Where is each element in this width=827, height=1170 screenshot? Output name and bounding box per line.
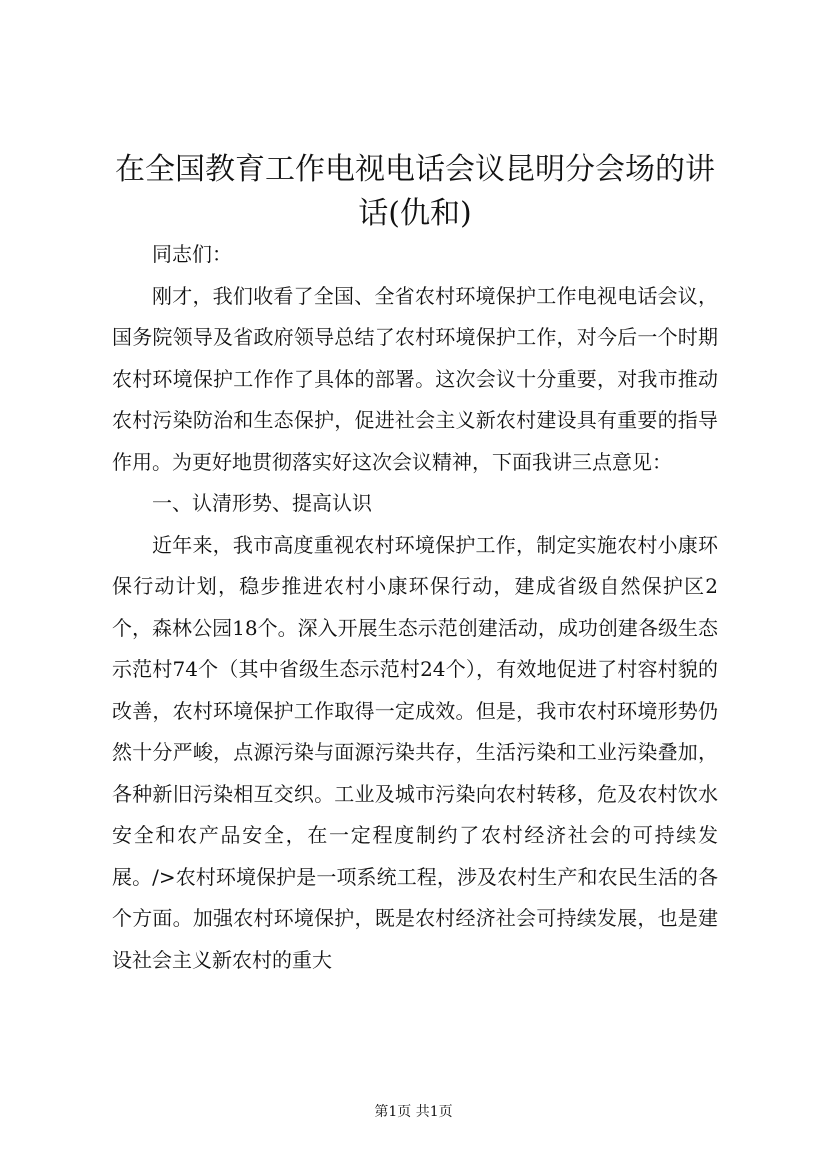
- page-footer: 第1页 共1页: [374, 1104, 453, 1120]
- section-paragraph: 近年来，我市高度重视农村环境保护工作，制定实施农村小康环保行动计划，稳步推进农村小康环保行动，建成省级自然保护区2个，森林公园18个。深入开展生态示范创建活动，成功创建各级生态示范村74个（其中省级生态示范村24个），有效地促进了村容村貌的改善，农村环境保护工作取得一定成效。但是，我市农村环境形势仍然十分严峻，点源污染与面源污染共存，生活污染和工业污染叠加，各种新旧污染相互交织。工业及城市污染向农村转移，危及农村饮水安全和农产品安全，在一定程度制约了农村经济社会的可持续发展。/>农村环境保护是一项系统工程，涉及农村生产和农民生活的各个方面。加强农村环境保护，既是农村经济社会可持续发展，也是建设社会主义新农村的重大: [112, 532, 718, 972]
- salutation-paragraph: 同志们：: [152, 242, 232, 266]
- intro-paragraph: 刚才，我们收看了全国、全省农村环境保护工作电视电话会议，国务院领导及省政府领导总结了农村环境保护工作，对今后一个时期农村环境保护工作作了具体的部署。这次会议十分重要，对我市推动农村污染防治和生态保护，促进社会主义新农村建设具有重要的指导作用。为更好地贯彻落实好这次会议精神，下面我讲三点意见：: [112, 283, 718, 474]
- document-title: 在全国教育工作电视电话会议昆明分会场的讲话(仇和): [115, 152, 715, 231]
- section-heading: 一、认清形势、提高认识: [152, 491, 372, 515]
- document-body: [112, 234, 718, 981]
